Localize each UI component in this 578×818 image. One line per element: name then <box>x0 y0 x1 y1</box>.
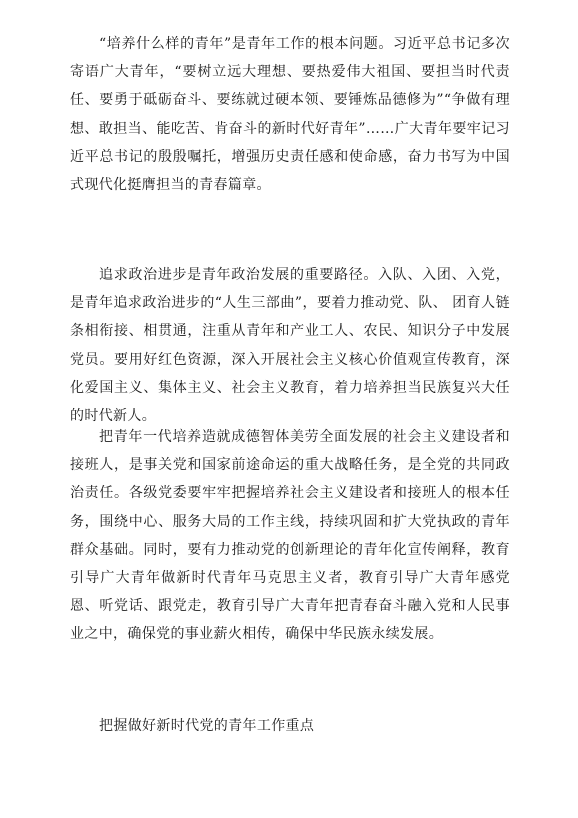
paragraph-political-progress: 追求政治进步是青年政治发展的重要路径。入队、入团、入党，是青年追求政治进步的“人生三部曲”，要着力推动党、队、 团育人链条相衔接、相贯通，注重从青年和产业工人、农民、知识分子中发展党员。要用好红色资源，深入开展社会主义核心价值观宣传教育，深化爱国主义、集体主义、社会主义教育，着力培养担当民族复兴大任的时代新人。 <box>70 267 510 425</box>
paragraph-strategic-task: 把青年一代培养造就成德智体美劳全面发展的社会主义建设者和接班人，是事关党和国家前途命运的重大战略任务，是全党的共同政治责任。各级党委要牢牢把握培养社会主义建设者和接班人的根本任务，围绕中心、服务大局的工作主线，持续巩固和扩大党执政的青年群众基础。同时，要有力推动党的创新理论的青年化宣传阐释，教育引导广大青年做新时代青年马克思主义者，教育引导广大青年感党恩、听党话、跟党走，教育引导广大青年把青春奋斗融入党和人民事业之中，确保党的事业薪火相传，确保中华民族永续发展。 <box>70 429 510 643</box>
paragraph-youth-cultivation: “培养什么样的青年”是青年工作的根本问题。习近平总书记多次寄语广大青年，“要树立远大理想、要热爱伟大祖国、要担当时代责任、要勇于砥砺奋斗、要练就过硬本领、要锤炼品德修为”“争做有理想、敢担当、能吃苦、肯奋斗的新时代好青年”……广大青年要牢记习近平总书记的殷殷嘱托，增强历史责任感和使命感，奋力书写为中国式现代化挺膺担当的青春篇章。 <box>70 36 510 194</box>
section-heading: 把握做好新时代党的青年工作重点 <box>99 718 315 734</box>
